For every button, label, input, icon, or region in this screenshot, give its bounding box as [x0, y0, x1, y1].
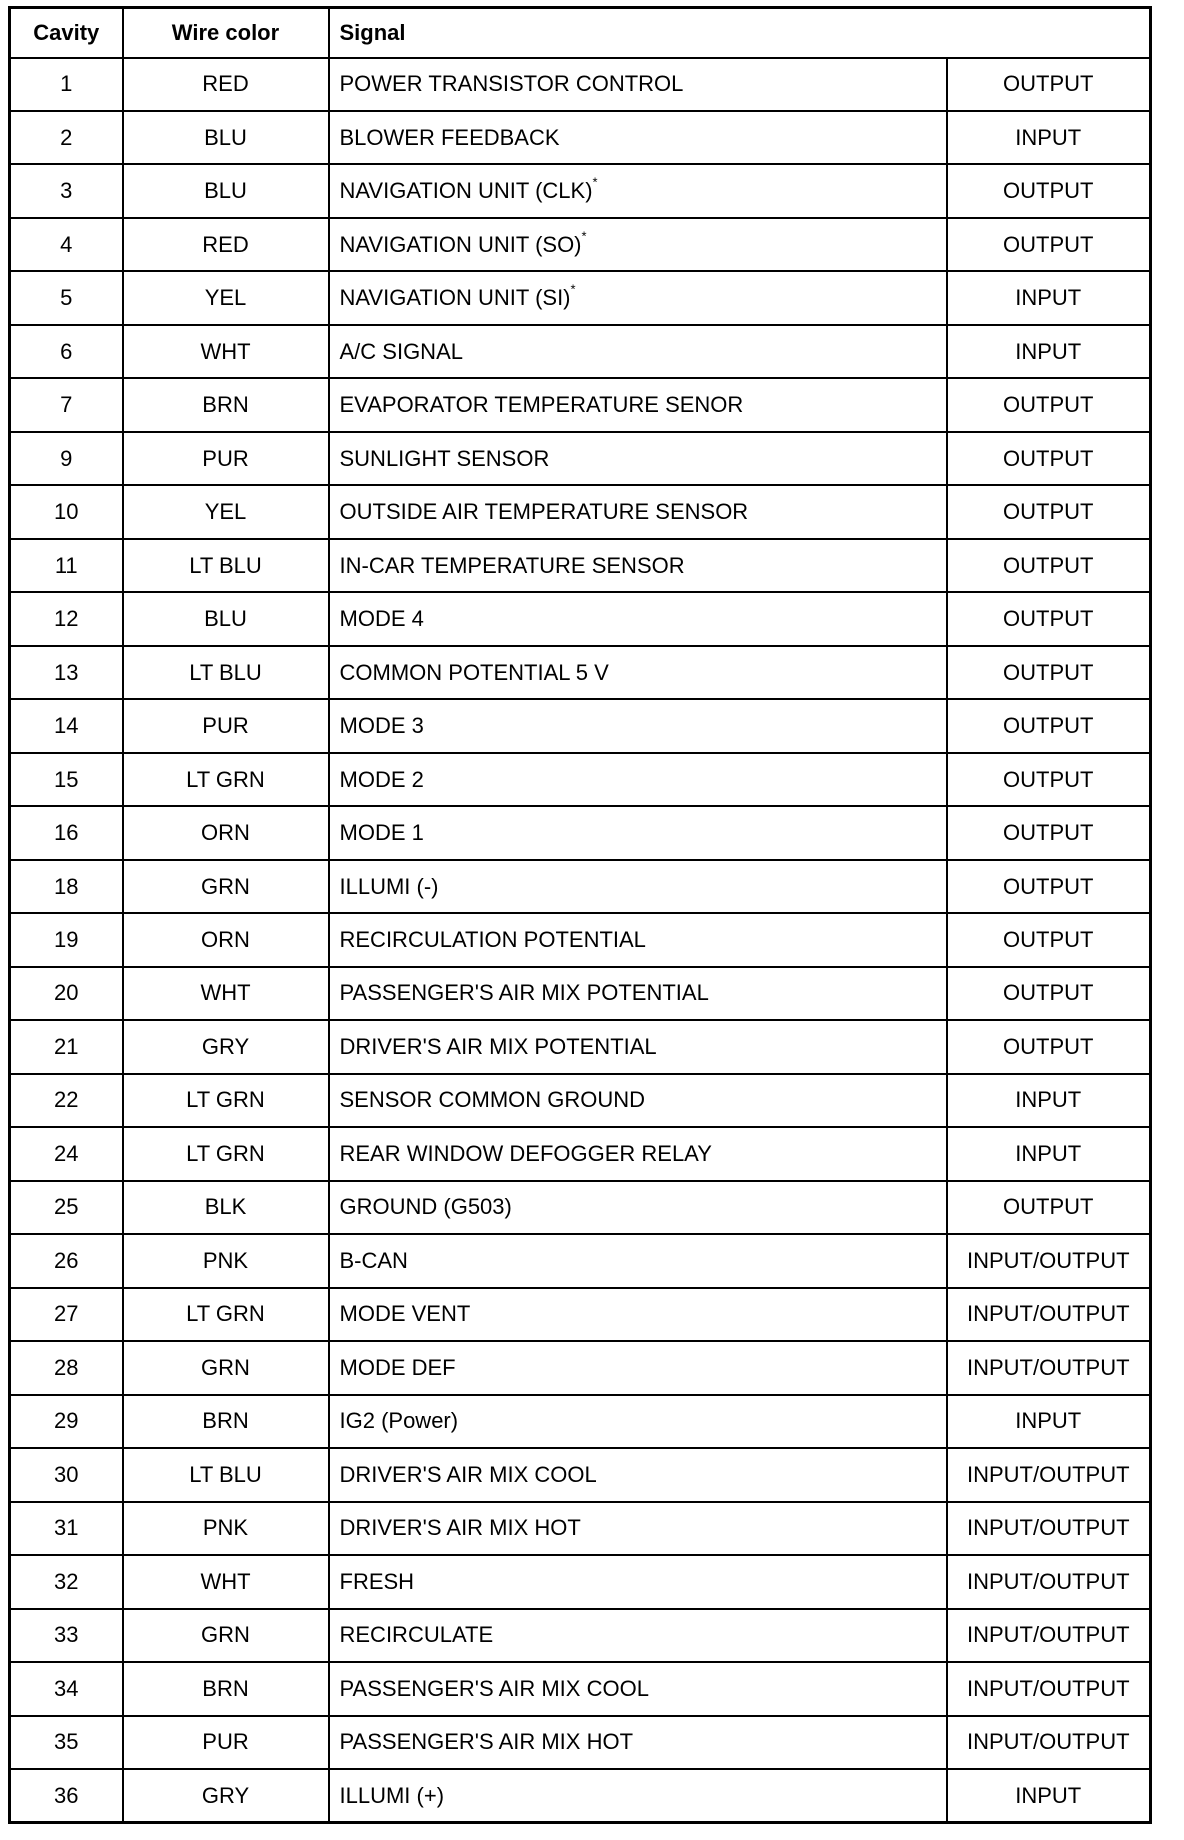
direction-cell: OUTPUT	[947, 753, 1151, 806]
signal-text: MODE DEF	[339, 1354, 456, 1380]
signal-text: NAVIGATION UNIT (CLK)	[339, 178, 593, 204]
direction-cell: OUTPUT	[947, 432, 1151, 485]
wire-color-cell: LT BLU	[123, 1448, 329, 1501]
header-cavity: Cavity	[10, 8, 123, 58]
cavity-cell: 31	[10, 1502, 123, 1555]
direction-cell: OUTPUT	[947, 164, 1151, 217]
cavity-cell: 20	[10, 967, 123, 1020]
signal-cell	[329, 58, 947, 111]
signal-cell	[329, 967, 947, 1020]
wire-color-cell: LT GRN	[123, 1127, 329, 1180]
signal-cell	[329, 271, 947, 324]
signal-cell	[329, 164, 947, 217]
signal-text: PASSENGER'S AIR MIX COOL	[339, 1675, 649, 1701]
signal-text: MODE 1	[339, 820, 424, 846]
cavity-cell: 35	[10, 1716, 123, 1769]
signal-cell	[329, 111, 947, 164]
table-row	[10, 1127, 1151, 1180]
direction-cell: OUTPUT	[947, 646, 1151, 699]
cavity-cell: 10	[10, 485, 123, 538]
signal-text: ILLUMI (+)	[339, 1782, 445, 1808]
signal-text: ILLUMI (-)	[339, 873, 439, 899]
signal-cell	[329, 1502, 947, 1555]
direction-cell: INPUT/OUTPUT	[947, 1555, 1151, 1608]
signal-text: DRIVER'S AIR MIX POTENTIAL	[339, 1033, 657, 1059]
signal-text: EVAPORATOR TEMPERATURE SENOR	[339, 392, 744, 418]
signal-text: IG2 (Power)	[339, 1408, 459, 1434]
cavity-cell: 15	[10, 753, 123, 806]
signal-text: A/C SIGNAL	[339, 338, 463, 364]
direction-cell: OUTPUT	[947, 699, 1151, 752]
signal-text: FRESH	[339, 1568, 415, 1594]
signal-cell	[329, 1234, 947, 1287]
table-row	[10, 1448, 1151, 1501]
wire-color-cell: BLK	[123, 1181, 329, 1234]
direction-cell: OUTPUT	[947, 485, 1151, 538]
direction-cell: INPUT/OUTPUT	[947, 1234, 1151, 1287]
table-row	[10, 325, 1151, 378]
direction-cell: OUTPUT	[947, 860, 1151, 913]
wire-color-cell: PUR	[123, 432, 329, 485]
cavity-cell: 21	[10, 1020, 123, 1073]
signal-text: DRIVER'S AIR MIX COOL	[339, 1461, 597, 1487]
cavity-cell: 19	[10, 913, 123, 966]
signal-text: BLOWER FEEDBACK	[339, 124, 560, 150]
wire-color-cell: BLU	[123, 592, 329, 645]
signal-text: PASSENGER'S AIR MIX HOT	[339, 1729, 634, 1755]
wire-color-cell: LT GRN	[123, 1074, 329, 1127]
direction-cell: OUTPUT	[947, 967, 1151, 1020]
signal-cell	[329, 913, 947, 966]
signal-text: RECIRCULATE	[339, 1622, 494, 1648]
cavity-cell: 28	[10, 1341, 123, 1394]
cavity-cell: 4	[10, 218, 123, 271]
wire-color-cell: BLU	[123, 164, 329, 217]
direction-cell: OUTPUT	[947, 1020, 1151, 1073]
direction-cell: INPUT	[947, 1395, 1151, 1448]
signal-cell	[329, 432, 947, 485]
cavity-cell: 16	[10, 806, 123, 859]
wire-color-cell: RED	[123, 218, 329, 271]
cavity-cell: 25	[10, 1181, 123, 1234]
table-row	[10, 913, 1151, 966]
table-row	[10, 218, 1151, 271]
header-signal: Signal	[329, 8, 1151, 58]
cavity-cell: 12	[10, 592, 123, 645]
cavity-cell: 36	[10, 1769, 123, 1823]
signal-text: NAVIGATION UNIT (SI)	[339, 285, 571, 311]
table-row	[10, 58, 1151, 111]
cavity-cell: 24	[10, 1127, 123, 1180]
cavity-cell: 1	[10, 58, 123, 111]
direction-cell: INPUT	[947, 1127, 1151, 1180]
signal-text: SENSOR COMMON GROUND	[339, 1087, 646, 1113]
direction-cell: OUTPUT	[947, 913, 1151, 966]
cavity-cell: 34	[10, 1662, 123, 1715]
signal-cell	[329, 1020, 947, 1073]
cavity-cell: 11	[10, 539, 123, 592]
cavity-cell: 30	[10, 1448, 123, 1501]
signal-cell	[329, 753, 947, 806]
cavity-cell: 32	[10, 1555, 123, 1608]
cavity-cell: 5	[10, 271, 123, 324]
table-row	[10, 1502, 1151, 1555]
signal-text: RECIRCULATION POTENTIAL	[339, 926, 646, 952]
direction-cell: INPUT/OUTPUT	[947, 1502, 1151, 1555]
table-row	[10, 806, 1151, 859]
direction-cell: OUTPUT	[947, 1181, 1151, 1234]
signal-text: MODE 3	[339, 713, 424, 739]
table-row	[10, 860, 1151, 913]
table-row	[10, 378, 1151, 431]
signal-cell	[329, 1341, 947, 1394]
direction-cell: OUTPUT	[947, 806, 1151, 859]
signal-text: MODE 2	[339, 766, 424, 792]
signal-cell	[329, 485, 947, 538]
table-row	[10, 1074, 1151, 1127]
table-row	[10, 1020, 1151, 1073]
cavity-cell: 14	[10, 699, 123, 752]
direction-cell: INPUT/OUTPUT	[947, 1288, 1151, 1341]
footnote-mark: *	[570, 281, 576, 297]
signal-cell	[329, 1288, 947, 1341]
signal-cell	[329, 1448, 947, 1501]
signal-cell	[329, 1395, 947, 1448]
wire-color-cell: WHT	[123, 967, 329, 1020]
table-row	[10, 1555, 1151, 1608]
signal-cell	[329, 860, 947, 913]
direction-cell: INPUT	[947, 325, 1151, 378]
direction-cell: INPUT	[947, 111, 1151, 164]
signal-text: DRIVER'S AIR MIX HOT	[339, 1515, 581, 1541]
wire-color-cell: ORN	[123, 806, 329, 859]
table-row	[10, 271, 1151, 324]
signal-cell	[329, 1074, 947, 1127]
direction-cell: INPUT/OUTPUT	[947, 1662, 1151, 1715]
wire-color-cell: BRN	[123, 1395, 329, 1448]
wire-color-cell: LT GRN	[123, 1288, 329, 1341]
table-row	[10, 1662, 1151, 1715]
direction-cell: INPUT/OUTPUT	[947, 1716, 1151, 1769]
wire-color-cell: PNK	[123, 1502, 329, 1555]
wire-color-cell: YEL	[123, 271, 329, 324]
cavity-cell: 22	[10, 1074, 123, 1127]
table-row	[10, 753, 1151, 806]
signal-cell	[329, 1127, 947, 1180]
direction-cell: INPUT/OUTPUT	[947, 1448, 1151, 1501]
wire-color-cell: WHT	[123, 1555, 329, 1608]
table-row	[10, 432, 1151, 485]
table-row	[10, 699, 1151, 752]
header-wire-color: Wire color	[123, 8, 329, 58]
signal-cell	[329, 699, 947, 752]
table-row	[10, 1341, 1151, 1394]
table-row	[10, 646, 1151, 699]
wire-color-cell: GRY	[123, 1769, 329, 1823]
signal-cell	[329, 1555, 947, 1608]
signal-text: REAR WINDOW DEFOGGER RELAY	[339, 1140, 712, 1166]
signal-cell	[329, 806, 947, 859]
signal-cell	[329, 592, 947, 645]
wire-color-cell: PUR	[123, 1716, 329, 1769]
table-row	[10, 1716, 1151, 1769]
signal-cell	[329, 1662, 947, 1715]
wire-color-cell: PNK	[123, 1234, 329, 1287]
footnote-mark: *	[581, 228, 587, 243]
signal-text: MODE 4	[339, 606, 424, 632]
wire-color-cell: GRY	[123, 1020, 329, 1073]
direction-cell: INPUT	[947, 1769, 1151, 1823]
signal-cell	[329, 1769, 947, 1823]
wire-color-cell: LT BLU	[123, 646, 329, 699]
wire-color-cell: RED	[123, 58, 329, 111]
signal-text: IN-CAR TEMPERATURE SENSOR	[339, 552, 685, 578]
wire-color-cell: LT GRN	[123, 753, 329, 806]
table-row	[10, 111, 1151, 164]
direction-cell: OUTPUT	[947, 58, 1151, 111]
signal-text: MODE VENT	[339, 1301, 471, 1327]
cavity-cell: 18	[10, 860, 123, 913]
table-row	[10, 164, 1151, 217]
cavity-cell: 33	[10, 1609, 123, 1662]
direction-cell: OUTPUT	[947, 592, 1151, 645]
wire-color-cell: BLU	[123, 111, 329, 164]
wire-color-cell: LT BLU	[123, 539, 329, 592]
direction-cell: INPUT	[947, 271, 1151, 324]
header-row	[10, 8, 1151, 58]
signal-text: COMMON POTENTIAL 5 V	[339, 659, 609, 685]
cavity-cell: 29	[10, 1395, 123, 1448]
cavity-cell: 26	[10, 1234, 123, 1287]
signal-text: PASSENGER'S AIR MIX POTENTIAL	[339, 980, 709, 1006]
cavity-cell: 2	[10, 111, 123, 164]
wire-color-cell: GRN	[123, 1609, 329, 1662]
signal-text: SUNLIGHT SENSOR	[339, 445, 550, 471]
connector-pinout-table	[8, 6, 1152, 1824]
signal-cell	[329, 218, 947, 271]
table-row	[10, 539, 1151, 592]
cavity-cell: 7	[10, 378, 123, 431]
wire-color-cell: ORN	[123, 913, 329, 966]
signal-cell	[329, 539, 947, 592]
cavity-cell: 9	[10, 432, 123, 485]
signal-cell	[329, 1609, 947, 1662]
table-row	[10, 1769, 1151, 1823]
signal-text: NAVIGATION UNIT (SO)	[339, 231, 582, 257]
table-row	[10, 485, 1151, 538]
direction-cell: INPUT/OUTPUT	[947, 1341, 1151, 1394]
wire-color-cell: GRN	[123, 860, 329, 913]
signal-text: POWER TRANSISTOR CONTROL	[339, 71, 684, 97]
signal-cell	[329, 1716, 947, 1769]
table-row	[10, 1181, 1151, 1234]
signal-cell	[329, 1181, 947, 1234]
direction-cell: OUTPUT	[947, 539, 1151, 592]
direction-cell: INPUT/OUTPUT	[947, 1609, 1151, 1662]
footnote-mark: *	[592, 174, 598, 190]
wire-color-cell: YEL	[123, 485, 329, 538]
table-row	[10, 592, 1151, 645]
table-row	[10, 1395, 1151, 1448]
wire-color-cell: GRN	[123, 1341, 329, 1394]
table-row	[10, 1609, 1151, 1662]
direction-cell: INPUT	[947, 1074, 1151, 1127]
cavity-cell: 6	[10, 325, 123, 378]
signal-text: B-CAN	[339, 1247, 408, 1273]
wire-color-cell: BRN	[123, 1662, 329, 1715]
cavity-cell: 3	[10, 164, 123, 217]
table-row	[10, 1288, 1151, 1341]
wire-color-cell: PUR	[123, 699, 329, 752]
signal-cell	[329, 325, 947, 378]
wire-color-cell: WHT	[123, 325, 329, 378]
signal-text: OUTSIDE AIR TEMPERATURE SENSOR	[339, 499, 749, 525]
cavity-cell: 13	[10, 646, 123, 699]
table-body	[10, 58, 1151, 1823]
direction-cell: OUTPUT	[947, 378, 1151, 431]
signal-cell	[329, 646, 947, 699]
signal-cell	[329, 378, 947, 431]
signal-text: GROUND (G503)	[339, 1194, 512, 1220]
wire-color-cell: BRN	[123, 378, 329, 431]
table-row	[10, 1234, 1151, 1287]
direction-cell: OUTPUT	[947, 218, 1151, 271]
cavity-cell: 27	[10, 1288, 123, 1341]
table-row	[10, 967, 1151, 1020]
